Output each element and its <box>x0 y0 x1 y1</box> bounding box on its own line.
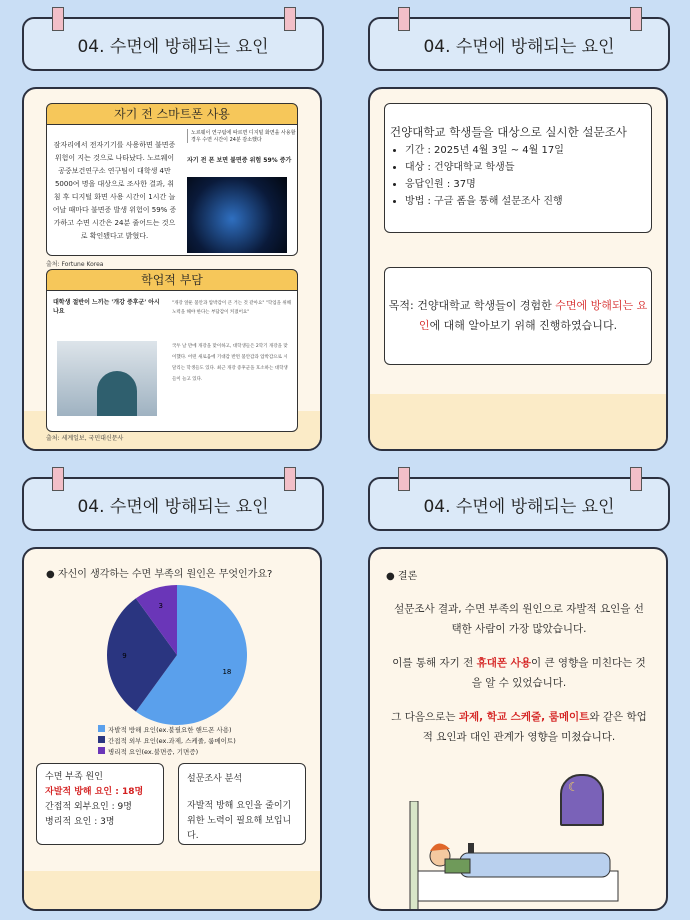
news-headline: 대학생 절반이 느끼는 '개강 증후군' 아시나요 <box>53 299 160 315</box>
legend-item <box>98 736 236 747</box>
slide-card <box>22 547 322 911</box>
slide-card <box>368 87 668 451</box>
chart-legend <box>98 725 236 758</box>
result-pathological: 병리적 요인 : 3명 <box>45 817 115 827</box>
section-title: 자기 전 스마트폰 사용 <box>46 103 298 125</box>
analysis-text: 자발적 방해 요인을 줄이기 위한 노력이 필요해 보입니다. <box>187 801 292 841</box>
pie-data-label: 18 <box>222 668 232 677</box>
legend-swatch <box>98 736 105 743</box>
survey-target: • 대상 : 건양대학교 학생들 <box>405 159 651 176</box>
news-headline: 자기 전 폰 보면 불면증 위험 59% 증가 <box>187 157 292 164</box>
slide-panel-4 <box>368 475 668 905</box>
analysis-box <box>178 763 306 845</box>
survey-details-list <box>391 142 651 210</box>
tab-decoration <box>52 7 64 31</box>
phone-in-bed-image <box>187 177 287 253</box>
conclusion-label: ● 결론 <box>386 571 418 582</box>
card-footer <box>370 394 666 449</box>
pie-chart <box>24 581 320 731</box>
news-box-1 <box>46 124 298 256</box>
person-in-bed-illustration <box>370 801 666 911</box>
pie-data-label: 9 <box>122 652 127 660</box>
legend-label: 간접적 외부 요인(ex.과제, 스케줄, 룸메이트) <box>108 737 236 745</box>
header-title: 04. 수면에 방해되는 요인 <box>77 36 269 57</box>
result-box <box>36 763 164 845</box>
slide-panel-2 <box>368 15 668 445</box>
student-illustration <box>57 341 157 416</box>
slide-panel-3 <box>22 475 322 905</box>
news-caption: 노르웨이 연구팀에 따르면 디지털 화면을 사용할 경우 수면 시간이 24분 감소했다 <box>187 129 296 143</box>
tab-decoration <box>630 467 642 491</box>
tab-decoration <box>284 467 296 491</box>
conclusion-line: 이를 통해 자기 전 휴대폰 사용이 큰 영향을 미친다는 것을 알 수 있었습니다. <box>392 657 646 689</box>
legend-label: 병리적 요인(ex.불면증, 기면증) <box>108 748 199 756</box>
tab-decoration <box>398 7 410 31</box>
survey-title: 건양대학교 학생들을 대상으로 실시한 설문조사 <box>390 125 627 139</box>
conclusion-line: 설문조사 결과, 수면 부족의 원인으로 자발적 요인을 선택한 사람이 가장 많았습니다. <box>394 603 644 635</box>
tab-decoration <box>284 7 296 31</box>
slide-card <box>368 547 668 911</box>
analysis-title: 설문조사 분석 <box>187 774 243 784</box>
pie-data-label: 3 <box>158 602 164 611</box>
header-title: 04. 수면에 방해되는 요인 <box>423 36 615 57</box>
survey-question: ● 자신이 생각하는 수면 부족의 원인은 무엇인가요? <box>46 569 273 580</box>
slide-header <box>368 477 670 531</box>
legend-label: 자발적 방해 요인(ex.불필요한 핸드폰 사용) <box>108 726 232 734</box>
result-voluntary: 자발적 방해 요인 : 18명 <box>45 787 144 797</box>
legend-item <box>98 725 236 736</box>
section-title: 학업적 부담 <box>46 269 298 291</box>
slide-header <box>22 477 324 531</box>
source-text: 출처: 세계일보, 국민대신문사 <box>46 435 124 442</box>
tab-decoration <box>52 467 64 491</box>
result-title: 수면 부족 원인 <box>45 772 103 782</box>
slide-panel-1 <box>22 15 322 445</box>
source-text: 출처: Fortune Korea <box>46 261 104 268</box>
purpose-text: 목적: 건양대학교 학생들이 경험한 수면에 방해되는 요인에 대해 알아보기 위해 진행하였습니다. <box>388 299 648 332</box>
survey-respondents: • 응답인원 : 37명 <box>405 176 651 193</box>
purpose-box <box>384 267 652 365</box>
news-text: 잠자리에서 전자기기를 사용하면 불면증 위험이 지는 것으로 나타났다. 노르웨이 공중보건연구소 연구팀이 대학생 4만 5000여 명을 대상으로 조사한 결과, 취침 후 디지털 화면 사용 시간이 1시간 늘어날 때마다 불면증 발생 위험이 59% 증가하고 수면 시간은 24분 줄어드는 것으로 확인됐다고 밝혔다. <box>52 141 177 240</box>
conclusion-text <box>390 599 648 747</box>
legend-item <box>98 747 236 758</box>
survey-period: • 기간 : 2025년 4월 3일 ~ 4월 17일 <box>405 142 651 159</box>
survey-info-box <box>384 103 652 233</box>
news-quote: "개강 앞둔 불안과 압박감이 큰 거는 것 같아요" "학업을 위해 노력을 해야 한다는 부담감이 커졌어요" <box>172 301 292 315</box>
survey-method: • 방법 : 구글 폼을 통해 설문조사 진행 <box>405 193 651 210</box>
legend-swatch <box>98 747 105 754</box>
news-body: 국두 날 만에 개강을 맞이하고, 대학생들은 2학기 개강을 맞이했다. 어떤 새로움에 기대감 반면 불안감과 압박감으로 시달리는 학생들도 있다. 최근 개강 증후군을 호소하는 대학생들이 늘고 있다. <box>172 344 288 382</box>
slide-header <box>368 17 670 71</box>
tab-decoration <box>630 7 642 31</box>
header-title: 04. 수면에 방해되는 요인 <box>77 496 269 517</box>
slide-header <box>22 17 324 71</box>
header-title: 04. 수면에 방해되는 요인 <box>423 496 615 517</box>
news-box-2 <box>46 290 298 432</box>
night-window-illustration: ☾ <box>560 774 604 826</box>
result-external: 간접적 외부요인 : 9명 <box>45 802 132 812</box>
conclusion-line: 그 다음으로는 과제, 학교 스케줄, 룸메이트와 같은 학업적 요인과 대인 관계가 영향을 미쳤습니다. <box>391 711 647 743</box>
legend-swatch <box>98 725 105 732</box>
tab-decoration <box>398 467 410 491</box>
slide-card <box>22 87 322 451</box>
card-footer <box>24 871 320 909</box>
